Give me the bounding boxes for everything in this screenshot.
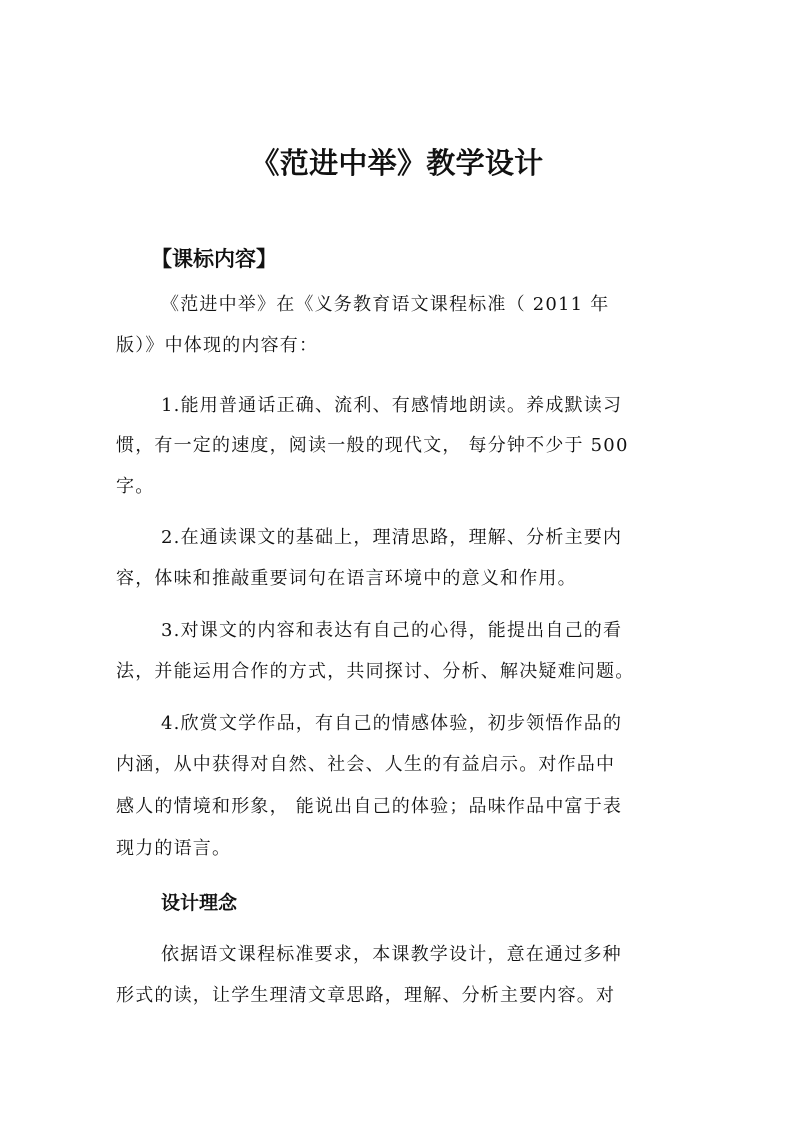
item-4-line-2: 内涵，从中获得对自然、社会、人生的有益启示。对作品中 <box>116 754 616 775</box>
item-3-line-2: 法，并能运用合作的方式，共同探讨、分析、解决疑难问题。 <box>116 661 635 682</box>
intro-line-1: 《范进中举》在《义务教育语文课程标准（ 2011 年 <box>161 294 610 315</box>
item-4-line-1: 4.欣赏文学作品，有自己的情感体验，初步领悟作品的 <box>161 713 623 734</box>
design-text-line-2: 形式的读，让学生理清文章思路，理解、分析主要内容。对 <box>116 985 616 1006</box>
item-2-line-2: 容，体味和推敲重要词句在语言环境中的意义和作用。 <box>116 568 577 589</box>
intro-line-2: 版）》中体现的内容有： <box>116 335 319 356</box>
document-title: 《范进中举》教学设计 <box>250 146 544 180</box>
item-4-line-3: 感人的情境和形象， 能说出自己的体验；品味作品中富于表 <box>116 796 623 817</box>
item-1-line-1: 1.能用普通话正确、流利、有感情地朗读。养成默读习 <box>161 395 623 416</box>
item-1-line-3: 字。 <box>116 476 155 497</box>
item-2-line-1: 2.在通读课文的基础上，理清思路，理解、分析主要内 <box>161 527 623 548</box>
design-text-line-1: 依据语文课程标准要求，本课教学设计，意在通过多种 <box>161 944 622 965</box>
curriculum-content-heading: 【课标内容】 <box>151 247 277 271</box>
item-1-line-2: 惯，有一定的速度，阅读一般的现代文， 每分钟不少于 500 <box>116 435 629 456</box>
item-3-line-1: 3.对课文的内容和表达有自己的心得，能提出自己的看 <box>161 620 623 641</box>
item-4-line-4: 现力的语言。 <box>116 838 232 859</box>
design-philosophy-heading: 设计理念 <box>161 892 238 914</box>
